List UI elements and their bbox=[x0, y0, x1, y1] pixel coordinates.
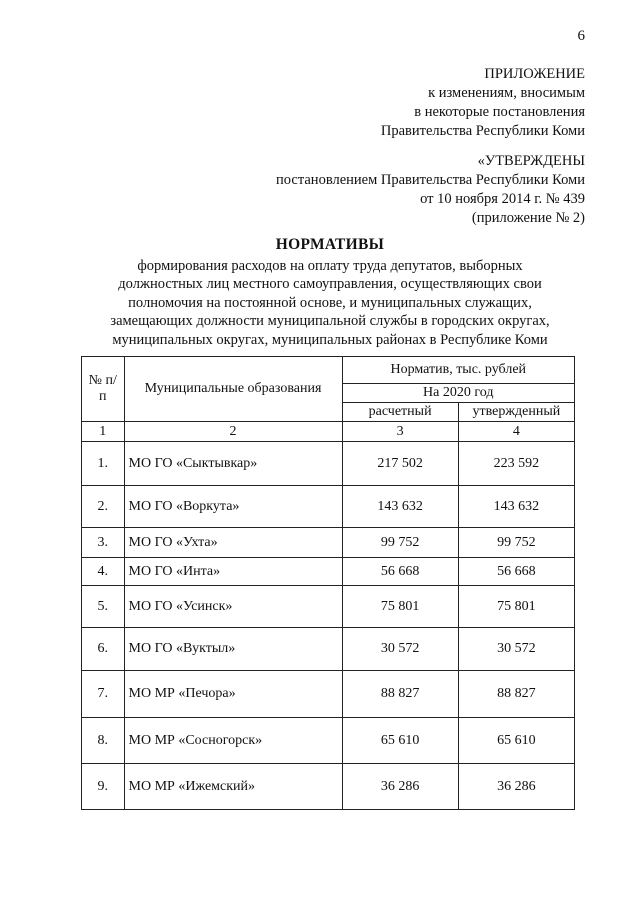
header-municipality: Муниципальные образования bbox=[124, 357, 342, 422]
row-name: МО МР «Сосногорск» bbox=[124, 718, 342, 764]
table-row bbox=[82, 628, 575, 671]
subtitle-line: полномочия на постоянной основе, и муниципальных служащих, bbox=[128, 294, 532, 311]
row-num: 4. bbox=[82, 558, 125, 586]
row-name: МО ГО «Воркута» bbox=[124, 486, 342, 528]
row-calc: 56 668 bbox=[342, 558, 458, 586]
row-appr: 65 610 bbox=[458, 718, 574, 764]
row-calc: 30 572 bbox=[342, 628, 458, 671]
subtitle-line: должностных лиц местного самоуправления, осуществляющих свои bbox=[118, 276, 542, 292]
row-calc: 217 502 bbox=[342, 442, 458, 486]
row-appr: 88 827 bbox=[458, 671, 574, 718]
table-row bbox=[82, 528, 575, 558]
row-num: 6. bbox=[82, 628, 125, 671]
table-row bbox=[82, 586, 575, 628]
row-appr: 30 572 bbox=[458, 628, 574, 671]
row-num: 7. bbox=[82, 671, 125, 718]
row-appr: 223 592 bbox=[458, 442, 574, 486]
page-number: 6 bbox=[577, 28, 585, 44]
row-name: МО ГО «Инта» bbox=[124, 558, 342, 586]
approval-line: «УТВЕРЖДЕНЫ bbox=[477, 153, 585, 169]
row-name: МО ГО «Ухта» bbox=[124, 528, 342, 558]
document-title-block bbox=[70, 236, 590, 349]
row-calc: 99 752 bbox=[342, 528, 458, 558]
row-calc: 143 632 bbox=[342, 486, 458, 528]
header-calculated: расчетный bbox=[342, 403, 458, 422]
header-approved: утвержденный bbox=[458, 403, 574, 422]
header-year: На 2020 год bbox=[342, 384, 575, 403]
header-num: № п/п bbox=[82, 357, 125, 422]
appendix-line: в некоторые постановления bbox=[414, 104, 585, 120]
row-calc: 36 286 bbox=[342, 764, 458, 810]
row-num: 2. bbox=[82, 486, 125, 528]
table-row bbox=[82, 764, 575, 810]
approval-line: постановлением Правительства Республики Коми bbox=[276, 172, 585, 188]
row-num: 3. bbox=[82, 528, 125, 558]
appendix-line: к изменениям, вносимым bbox=[428, 85, 585, 101]
appendix-line: ПРИЛОЖЕНИЕ bbox=[484, 66, 585, 82]
approval-line: (приложение № 2) bbox=[471, 210, 585, 226]
table-row bbox=[82, 671, 575, 718]
col-number: 4 bbox=[458, 422, 574, 442]
row-calc: 88 827 bbox=[342, 671, 458, 718]
subtitle-line: формирования расходов на оплату труда депутатов, выборных bbox=[137, 257, 523, 274]
row-appr: 36 286 bbox=[458, 764, 574, 810]
row-num: 1. bbox=[82, 442, 125, 486]
row-calc: 75 801 bbox=[342, 586, 458, 628]
table-row bbox=[82, 442, 575, 486]
row-name: МО МР «Печора» bbox=[124, 671, 342, 718]
appendix-line: Правительства Республики Коми bbox=[380, 123, 585, 139]
subtitle-line: муниципальных округах, муниципальных районах в Республике Коми bbox=[112, 331, 548, 348]
row-appr: 143 632 bbox=[458, 486, 574, 528]
approval-line: от 10 ноября 2014 г. № 439 bbox=[420, 191, 585, 207]
row-calc: 65 610 bbox=[342, 718, 458, 764]
row-appr: 75 801 bbox=[458, 586, 574, 628]
row-name: МО ГО «Вуктыл» bbox=[124, 628, 342, 671]
col-number: 3 bbox=[342, 422, 458, 442]
row-appr: 99 752 bbox=[458, 528, 574, 558]
row-num: 8. bbox=[82, 718, 125, 764]
document-title: НОРМАТИВЫ bbox=[275, 236, 385, 253]
col-number: 2 bbox=[124, 422, 342, 442]
row-num: 5. bbox=[82, 586, 125, 628]
row-name: МО МР «Ижемский» bbox=[124, 764, 342, 810]
table-row bbox=[82, 558, 575, 586]
table-row bbox=[82, 718, 575, 764]
header-norm: Норматив, тыс. рублей bbox=[342, 357, 575, 384]
subtitle-line: замещающих должности муниципальной службы в городских округах, bbox=[110, 313, 550, 329]
row-num: 9. bbox=[82, 764, 125, 810]
appendix-block bbox=[381, 65, 585, 141]
norms-table bbox=[81, 356, 575, 810]
row-appr: 56 668 bbox=[458, 558, 574, 586]
row-name: МО ГО «Усинск» bbox=[124, 586, 342, 628]
approval-block bbox=[276, 152, 585, 228]
table-row bbox=[82, 486, 575, 528]
col-number: 1 bbox=[82, 422, 125, 442]
row-name: МО ГО «Сыктывкар» bbox=[124, 442, 342, 486]
